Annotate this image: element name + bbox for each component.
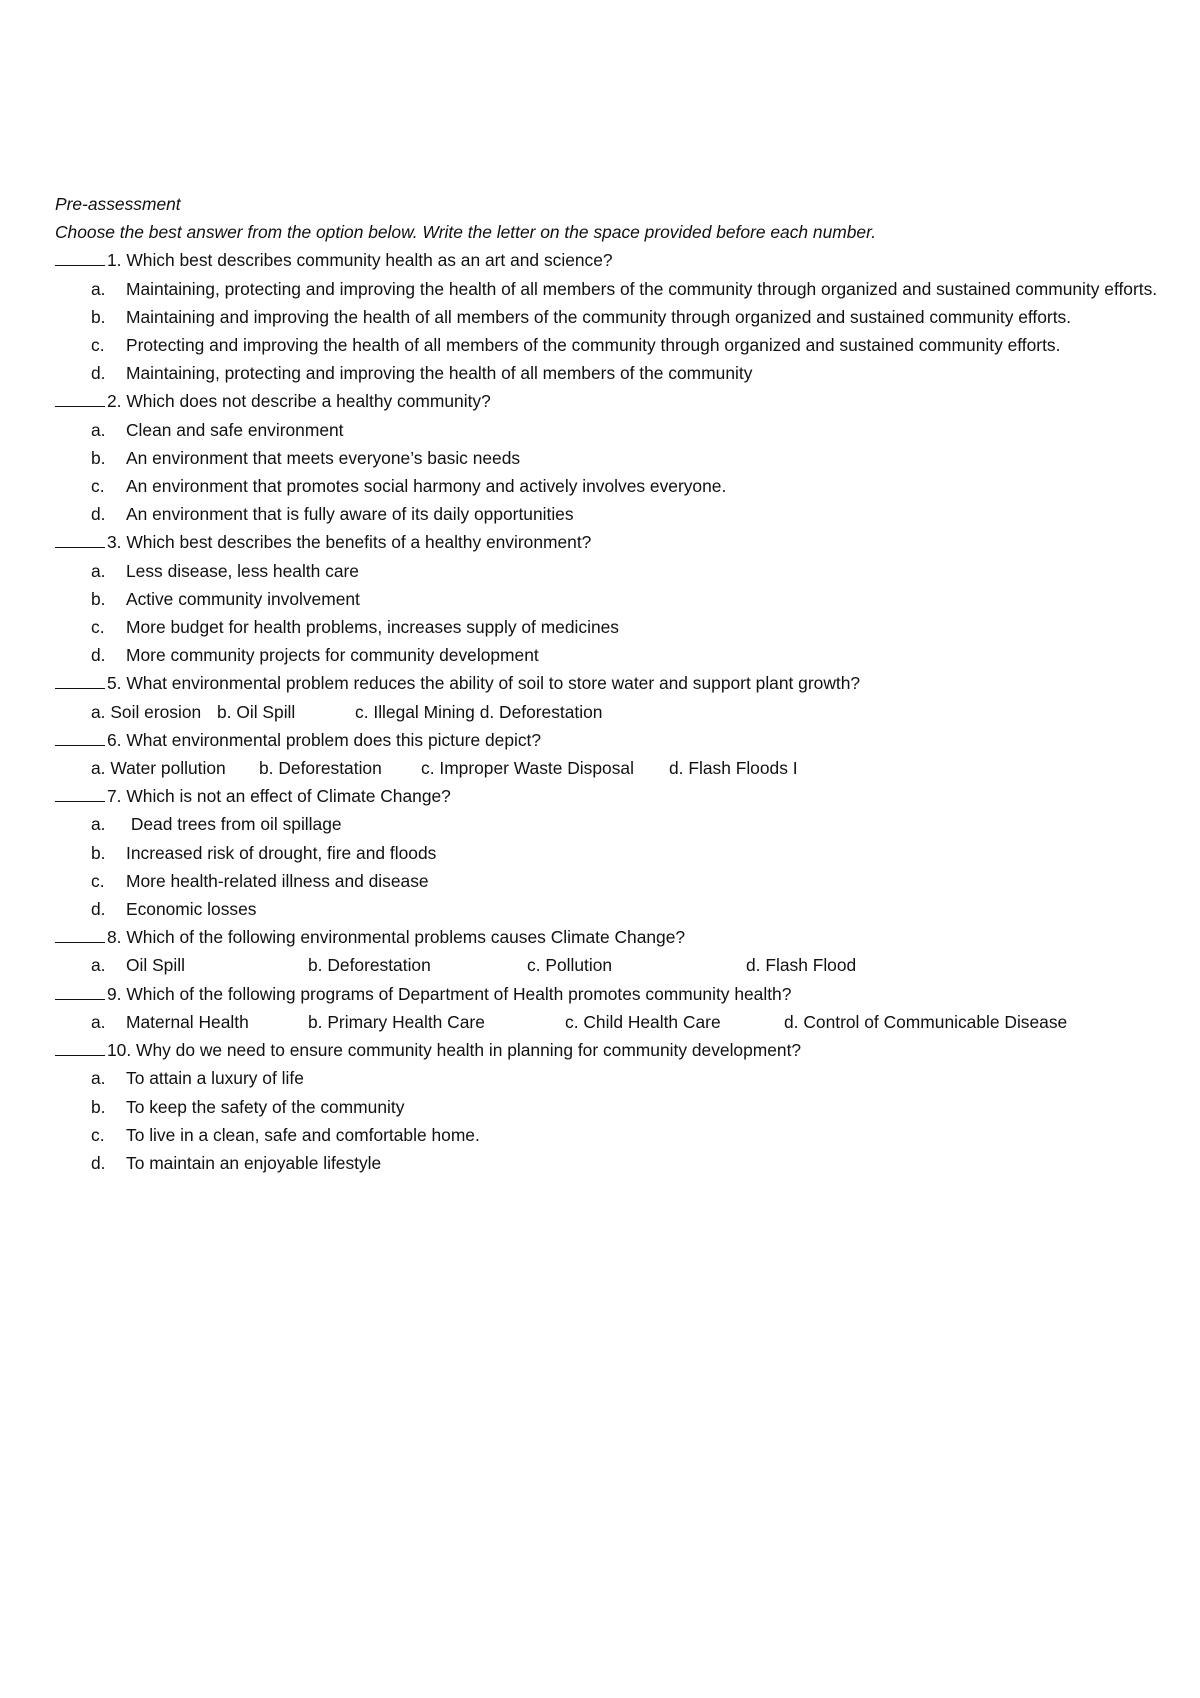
question-number: 1. — [107, 250, 122, 271]
question-number: 3. — [107, 532, 122, 553]
question-text: What environmental problem reduces the ability of soil to store water and support plant growth? — [126, 673, 861, 694]
question-text: Why do we need to ensure community health in planning for community development? — [136, 1040, 802, 1061]
option-c: c. Child Health Care — [565, 1011, 721, 1032]
option-c: c. To live in a clean, safe and comfortable home. — [91, 1124, 480, 1145]
option-a: a. Clean and safe environment — [91, 419, 344, 440]
question-number: 7. — [107, 786, 122, 807]
option-a: a. Soil erosion — [91, 701, 202, 722]
inline-options — [91, 1008, 1175, 1036]
question-3 — [55, 528, 1175, 669]
question-number: 2. — [107, 391, 122, 412]
inline-options — [91, 698, 1175, 726]
page-title: Pre-assessment — [55, 194, 181, 214]
question-text: What environmental problem does this picture depict? — [126, 729, 542, 750]
option-d: d. To maintain an enjoyable lifestyle — [91, 1152, 382, 1173]
option-d: d. Flash Floods I — [669, 758, 798, 779]
question-number: 6. — [107, 729, 122, 750]
question-number: 8. — [107, 927, 122, 948]
question-7 — [55, 782, 1175, 923]
question-text: Which of the following environmental problems causes Climate Change? — [126, 927, 686, 948]
answer-blank[interactable] — [55, 389, 105, 407]
question-text: Which does not describe a healthy community? — [126, 391, 491, 412]
option-a: a. Oil Spill — [91, 955, 185, 976]
instructions: Choose the best answer from the option below. Write the letter on the space provided before each number. — [55, 222, 877, 243]
answer-blank[interactable] — [55, 925, 105, 943]
answer-blank[interactable] — [55, 671, 105, 689]
option-b: b. Increased risk of drought, fire and floods — [91, 842, 437, 863]
question-text: Which best describes the benefits of a healthy environment? — [126, 532, 592, 553]
question-1 — [55, 246, 1175, 387]
option-b: b. Oil Spill — [217, 701, 296, 722]
option-d: d. Control of Communicable Disease — [784, 1011, 1068, 1032]
option-c: c. More health-related illness and disease — [91, 870, 429, 891]
option-b: b. An environment that meets everyone’s basic needs — [91, 447, 521, 468]
assessment-page — [55, 190, 1175, 1177]
option-c: c. Protecting and improving the health of all members of the community through organized and sustained community efforts. — [91, 335, 1061, 356]
option-d: d. An environment that is fully aware of its daily opportunities — [91, 504, 574, 525]
question-text: Which is not an effect of Climate Change? — [126, 786, 451, 807]
question-10 — [55, 1036, 1175, 1177]
option-c: c. Improper Waste Disposal — [421, 758, 634, 779]
option-c-d: c. Illegal Mining d. Deforestation — [355, 701, 603, 722]
option-a: a. Maternal Health — [91, 1011, 249, 1032]
option-a: a. Dead trees from oil spillage — [91, 814, 342, 835]
answer-blank[interactable] — [55, 1038, 105, 1056]
answer-blank[interactable] — [55, 248, 105, 266]
question-number: 5. — [107, 673, 122, 694]
option-a: a. To attain a luxury of life — [91, 1068, 304, 1089]
question-text: Which best describes community health as an art and science? — [126, 250, 613, 271]
option-d: d. Maintaining, protecting and improving the health of all members of the community — [91, 363, 753, 384]
answer-blank[interactable] — [55, 530, 105, 548]
question-6 — [55, 726, 1175, 782]
inline-options — [91, 754, 1175, 782]
question-2 — [55, 387, 1175, 528]
option-c: c. An environment that promotes social harmony and actively involves everyone. — [91, 476, 727, 497]
option-a: a. Maintaining, protecting and improving the health of all members of the community through organized and sustained community efforts. — [91, 278, 1158, 299]
option-d: d. Flash Flood — [746, 955, 857, 976]
option-b: b. Maintaining and improving the health of all members of the community through organized and sustained community efforts. — [91, 306, 1072, 327]
option-b: b. Deforestation — [308, 955, 431, 976]
inline-options — [91, 951, 1175, 979]
answer-blank[interactable] — [55, 784, 105, 802]
option-d: d. Economic losses — [91, 899, 257, 920]
question-text: Which of the following programs of Department of Health promotes community health? — [126, 983, 792, 1004]
question-5 — [55, 669, 1175, 725]
option-b: b. To keep the safety of the community — [91, 1096, 405, 1117]
option-c: c. More budget for health problems, increases supply of medicines — [91, 617, 619, 638]
answer-blank[interactable] — [55, 982, 105, 1000]
question-number: 9. — [107, 983, 122, 1004]
option-b: b. Deforestation — [259, 758, 382, 779]
option-a: a. Less disease, less health care — [91, 560, 359, 581]
option-a: a. Water pollution — [91, 758, 226, 779]
option-b: b. Primary Health Care — [308, 1011, 485, 1032]
option-d: d. More community projects for community development — [91, 645, 539, 666]
answer-blank[interactable] — [55, 728, 105, 746]
question-9 — [55, 980, 1175, 1036]
option-c: c. Pollution — [527, 955, 613, 976]
option-b: b. Active community involvement — [91, 588, 360, 609]
question-8 — [55, 923, 1175, 979]
question-number: 10. — [107, 1040, 132, 1061]
